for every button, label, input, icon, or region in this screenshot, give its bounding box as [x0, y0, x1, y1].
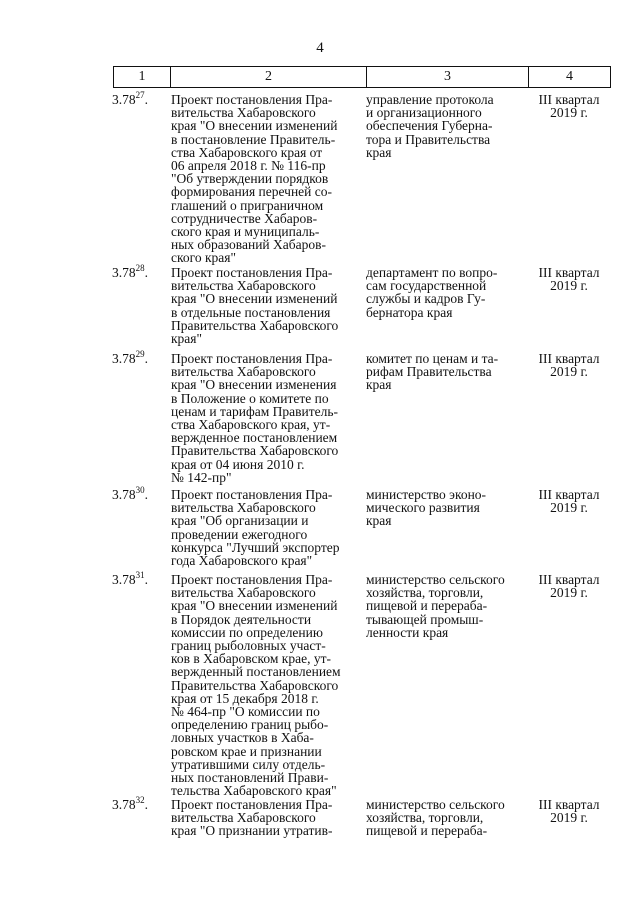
column-header-2: 2 — [171, 67, 367, 88]
item-responsible: управление протокола и организационного обеспечения Губерна- тора и Правительства края — [366, 92, 494, 160]
column-header-1: 1 — [114, 67, 171, 88]
item-term: III квартал 2019 г. — [538, 797, 600, 826]
item-number: 3.78$^{27}$. — [112, 89, 148, 107]
item-responsible: департамент по вопро- сам государственной службы и кадров Гу- бернатора края — [366, 265, 498, 320]
item-term: III квартал 2019 г. — [538, 265, 600, 294]
item-responsible: министерство эконо- мического развития края — [366, 487, 487, 529]
table-header — [113, 66, 611, 88]
item-description: Проект постановления Пра- вительства Хабаровского края "О внесении изменений в отдельные постановления Правительства Хабаровского края" — [171, 265, 339, 347]
item-term: III квартал 2019 г. — [538, 487, 600, 516]
item-number: 3.78$^{32}$. — [112, 794, 148, 812]
item-responsible: министерство сельского хозяйства, торговли, пищевой и перераба- — [366, 797, 505, 839]
item-number: 3.78$^{30}$. — [112, 484, 148, 502]
item-term: III квартал 2019 г. — [538, 572, 600, 601]
page-number: 4 — [316, 40, 324, 56]
column-header-3: 3 — [367, 67, 529, 88]
item-responsible: комитет по ценам и та- рифам Правительства края — [366, 351, 499, 393]
item-description: Проект постановления Пра- вительства Хабаровского края "О признании утратив- — [171, 797, 333, 839]
item-number: 3.78$^{31}$. — [112, 569, 148, 587]
item-term: III квартал 2019 г. — [538, 351, 600, 380]
item-responsible: министерство сельского хозяйства, торговли, пищевой и перераба- тывающей промыш- ленности края — [366, 572, 505, 640]
item-number: 3.78$^{28}$. — [112, 262, 148, 280]
item-description: Проект постановления Пра- вительства Хабаровского края "О внесении изменений в постановление Правитель- ства Хабаровского края от 06 апреля 2018 г. № 116-пр "Об утверждении порядков формирования перечней со- глашений о приграничном сотрудничестве Хабаров- ского края и муниципаль- ных образований Хабаров- ского края" — [171, 92, 338, 266]
item-description: Проект постановления Пра- вительства Хабаровского края "Об организации и проведении ежегодного конкурса "Лучший экспортер года Хабаровского края" — [171, 487, 340, 569]
item-description: Проект постановления Пра- вительства Хабаровского края "О внесении изменения в Положение о комитете по ценам и тарифам Правитель- ства Хабаровского края, ут- вержденное постановлением Правительства Хабаровского края от 04 июня 2010 г. № 142-пр" — [171, 351, 339, 485]
item-term: III квартал 2019 г. — [538, 92, 600, 121]
column-header-4: 4 — [529, 67, 611, 88]
item-description: Проект постановления Пра- вительства Хабаровского края "О внесении изменений в Порядок деятельности комиссии по определению границ рыболовных участ- ков в Хабаровском крае, ут- вержденный постановлением Правительства Хабаровского края от 15 декабря 2018 г. № 464-пр "О комиссии по определению границ рыбо- ловных участков в Хаба- ровском крае и признании утратившими силу отдель- ных постановлений Прави- тельства Хабаровского края" — [171, 572, 341, 799]
item-number: 3.78$^{29}$. — [112, 348, 148, 366]
